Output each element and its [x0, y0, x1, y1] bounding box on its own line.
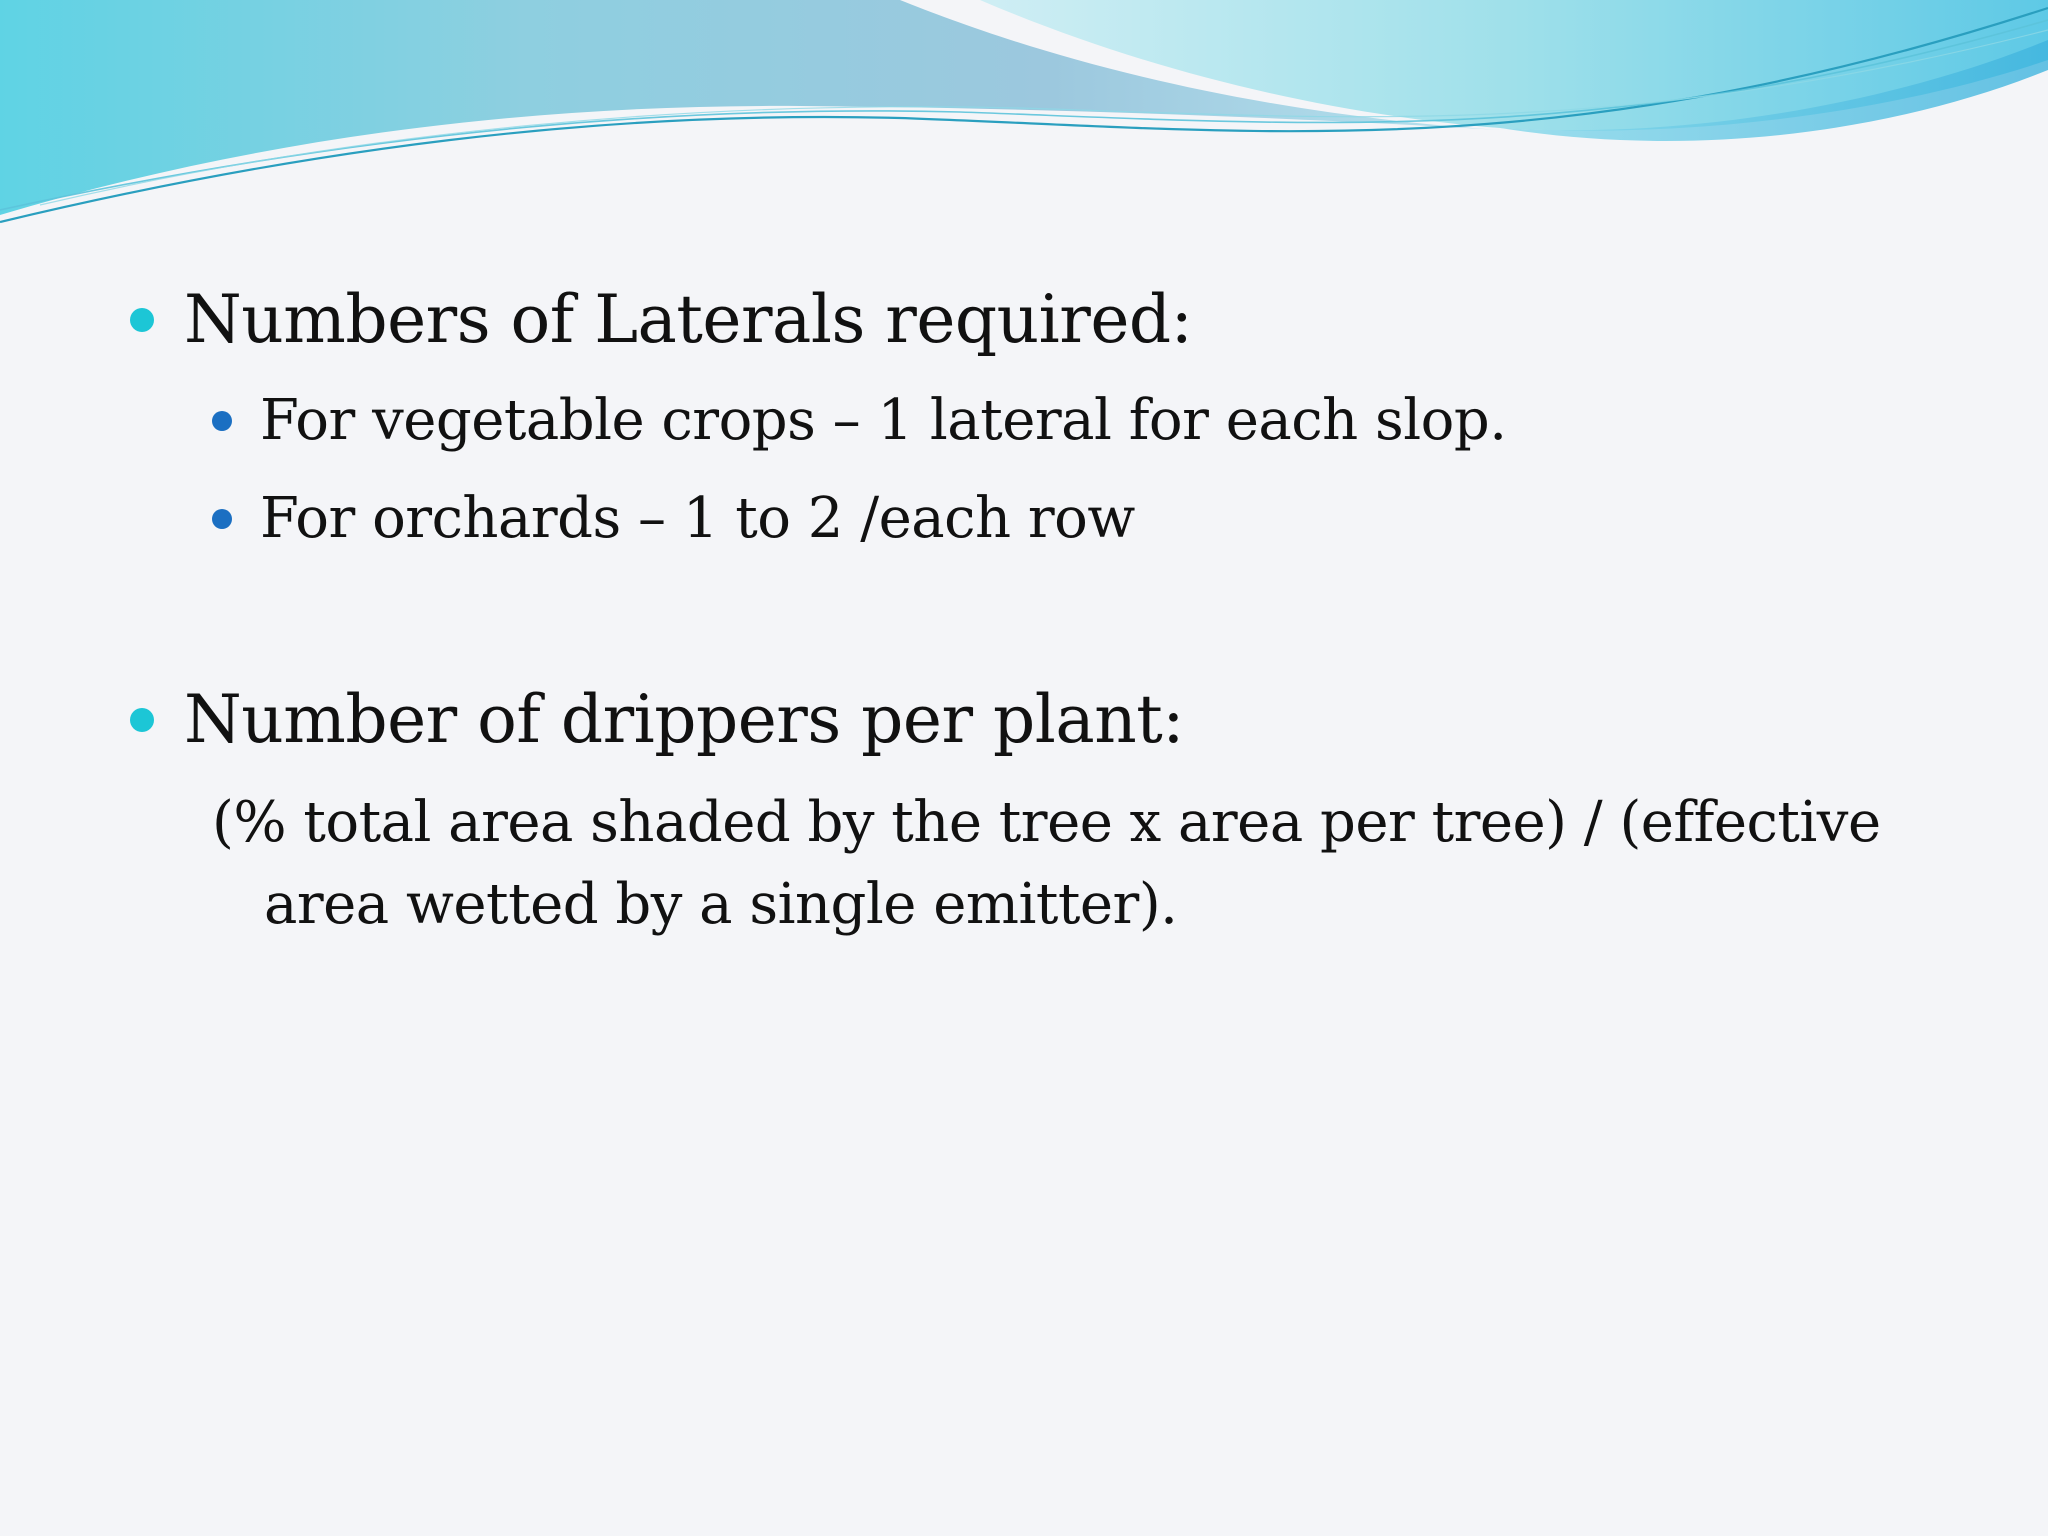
bullet-text: Number of drippers per plant: — [184, 681, 1184, 758]
formula-line-1: (% total area shaded by the tree x area per tree) / (effective — [212, 790, 1881, 855]
bullet-drippers-heading — [130, 680, 1184, 760]
sub-bullet-text: For vegetable crops – 1 lateral for each slop. — [260, 388, 1507, 453]
bullet-text: Numbers of Laterals required: — [184, 281, 1193, 358]
sub-bullet-text: For orchards – 1 to 2 /each row — [260, 486, 1135, 551]
bullet-dot-icon — [130, 308, 154, 332]
drippers-formula — [212, 782, 1972, 946]
bullet-dot-icon — [130, 708, 154, 732]
bullet-laterals-heading — [130, 280, 1192, 360]
sub-bullet-dot-icon — [212, 411, 232, 431]
sub-bullet-orchards — [212, 484, 1135, 554]
formula-line-2: area wetted by a single emitter). — [264, 872, 1178, 937]
sub-bullet-dot-icon — [212, 509, 232, 529]
sub-bullet-vegetable-crops — [212, 386, 1507, 456]
